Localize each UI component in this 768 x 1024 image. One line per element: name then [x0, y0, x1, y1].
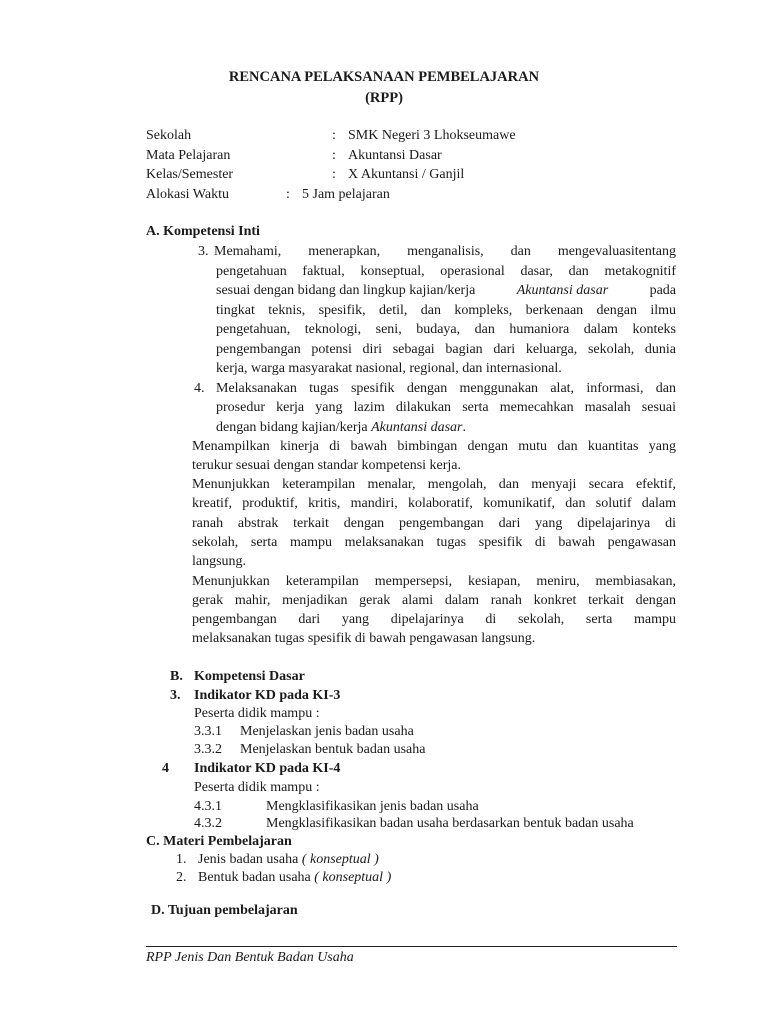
- section-d-heading: D. Tujuan pembelajaran: [151, 903, 298, 918]
- ki3-italic-term: Akuntansi dasar: [516, 283, 609, 298]
- ki4-number: 4.: [194, 381, 205, 396]
- materi-item: [198, 850, 379, 870]
- info-value-alokasi: 5 Jam pelajaran: [302, 187, 390, 202]
- section-b-label: B.: [170, 669, 183, 684]
- info-label-kelas: Kelas/Semester: [146, 167, 234, 182]
- section-c-heading: C. Materi Pembelajaran: [146, 834, 292, 849]
- ki3-text: sesuai dengan bidang dan lingkup kajian/kerja: [216, 283, 476, 298]
- paragraph-line: langsung.: [192, 554, 247, 569]
- info-separator: :: [332, 148, 336, 163]
- paragraph-line: Menunjukkan keterampilan menalar, mengolah, dan menyaji secara efektif,: [192, 477, 676, 492]
- indikator-ki3-intro: Peserta didik mampu :: [194, 706, 320, 721]
- footer-text: RPP Jenis Dan Bentuk Badan Usaha: [146, 950, 354, 965]
- ki4-line: Melaksanakan tugas spesifik dengan menggunakan alat, informasi, dan: [216, 381, 676, 396]
- ki3-line: pengembangan potensi diri sebagai bagian dari keluarga, sekolah, dunia: [216, 342, 676, 357]
- materi-tag: ( konseptual ): [314, 870, 392, 885]
- document-title: RENCANA PELAKSANAAN PEMBELAJARAN: [228, 69, 540, 85]
- ki3-line: Memahami, menerapkan, menganalisis, dan mengevaluasitentang: [214, 244, 676, 259]
- section-b-heading: Kompetensi Dasar: [194, 669, 305, 684]
- ki3-line-mixed: [216, 281, 676, 301]
- info-separator: :: [332, 128, 336, 143]
- ki3-line: pengetahuan faktual, konseptual, operasional dasar, dan metakognitif: [216, 264, 676, 279]
- ki4-text: dengan bidang kajian/kerja: [216, 420, 368, 435]
- info-value-kelas: X Akuntansi / Ganjil: [348, 167, 465, 182]
- ki4-period: .: [462, 420, 466, 435]
- footer-divider: [146, 946, 677, 947]
- ki4-line: prosedur kerja yang lazim dilakukan serta memecahkan masalah sesuai: [216, 400, 676, 415]
- ki3-line: pengetahuan, teknologi, seni, budaya, dan humaniora dalam konteks: [216, 322, 676, 337]
- materi-text: Jenis badan usaha: [198, 852, 299, 867]
- ki4-line-mixed: [216, 418, 466, 438]
- indikator-text: Menjelaskan jenis badan usaha: [240, 724, 414, 739]
- paragraph-line: terukur sesuai dengan standar kompetensi kerja.: [192, 458, 462, 473]
- ki3-number: 3.: [198, 244, 209, 259]
- indikator-ki4-heading: Indikator KD pada KI-4: [194, 761, 341, 776]
- indikator-ki3-heading: Indikator KD pada KI-3: [194, 688, 341, 703]
- materi-item: [198, 868, 391, 888]
- ki3-text-tail: pada: [649, 283, 676, 298]
- info-separator: :: [332, 167, 336, 182]
- indikator-number: 3.3.2: [194, 742, 222, 757]
- materi-text: Bentuk badan usaha: [198, 870, 311, 885]
- indikator-ki4-label: 4: [162, 761, 169, 776]
- paragraph-line: ranah abstrak terkait dengan pengembangan dari yang dipelajarinya di: [192, 516, 676, 531]
- info-label-mapel: Mata Pelajaran: [146, 148, 231, 163]
- indikator-ki4-intro: Peserta didik mampu :: [194, 780, 320, 795]
- paragraph-line: melaksanakan tugas spesifik di bawah pengawasan langsung.: [192, 631, 536, 646]
- indikator-number: 4.3.1: [194, 799, 222, 814]
- indikator-number: 3.3.1: [194, 724, 222, 739]
- paragraph-line: gerak mahir, menjadikan gerak alami dalam ranah konkret terkait dengan: [192, 593, 676, 608]
- materi-number: 2.: [176, 870, 187, 885]
- ki4-italic-term: Akuntansi dasar: [371, 420, 463, 435]
- section-a-heading: A. Kompetensi Inti: [146, 224, 260, 239]
- paragraph-line: pengembangan dari yang dipelajarinya di sekolah, serta mampu: [192, 612, 676, 627]
- indikator-text: Mengklasifikasikan badan usaha berdasarkan bentuk badan usaha: [266, 816, 634, 831]
- info-value-mapel: Akuntansi Dasar: [348, 148, 442, 163]
- paragraph-line: sekolah, serta mampu melaksanakan tugas spesifik di bawah pengawasan: [192, 535, 676, 550]
- indikator-text: Mengklasifikasikan jenis badan usaha: [266, 799, 479, 814]
- document-subtitle: (RPP): [365, 90, 403, 106]
- materi-tag: ( konseptual ): [301, 852, 379, 867]
- paragraph-line: Menampilkan kinerja di bawah bimbingan dengan mutu dan kuantitas yang: [192, 439, 676, 454]
- info-label-alokasi: Alokasi Waktu: [146, 187, 229, 202]
- paragraph-line: Menunjukkan keterampilan mempersepsi, kesiapan, meniru, membiasakan,: [192, 574, 676, 589]
- ki3-line: kerja, warga masyarakat nasional, regional, dan internasional.: [216, 361, 562, 376]
- info-label-sekolah: Sekolah: [146, 128, 192, 143]
- paragraph-line: kreatif, produktif, kritis, mandiri, kolaboratif, komunikatif, dan solutif dalam: [192, 496, 676, 511]
- info-value-sekolah: SMK Negeri 3 Lhokseumawe: [348, 128, 516, 143]
- ki3-line: tingkat teknis, spesifik, detil, dan kompleks, berkenaan dengan ilmu: [216, 303, 676, 318]
- indikator-text: Menjelaskan bentuk badan usaha: [240, 742, 426, 757]
- materi-number: 1.: [176, 852, 187, 867]
- indikator-number: 4.3.2: [194, 816, 222, 831]
- info-separator: :: [286, 187, 290, 202]
- indikator-ki3-label: 3.: [170, 688, 181, 703]
